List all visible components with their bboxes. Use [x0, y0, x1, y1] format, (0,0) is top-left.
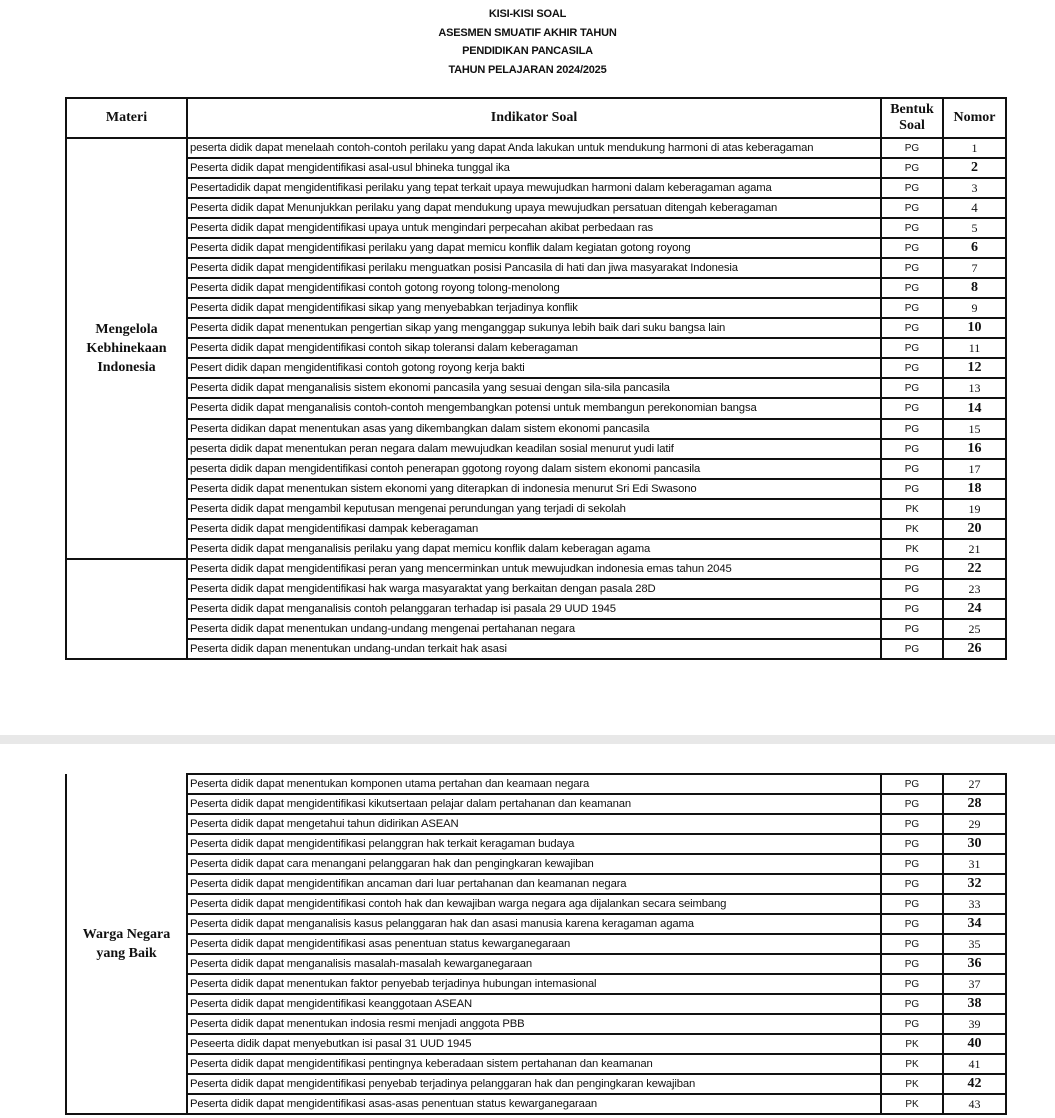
- table-row: [66, 954, 1006, 974]
- indikator-cell: Peserta didik dapat mengetahui tahun didirikan ASEAN: [187, 814, 881, 834]
- table-row: [66, 934, 1006, 954]
- table-row: [66, 138, 1006, 158]
- table-row: [66, 894, 1006, 914]
- indikator-cell: Peserta didik dapat mengidentifikasi asal-usul bhineka tunggal ika: [187, 158, 881, 178]
- table-row: [66, 854, 1006, 874]
- indikator-cell: Peserta didik dapat menganalisis sistem ekonomi pancasila yang sesuai dengan sila-sila pancasila: [187, 378, 881, 398]
- indikator-cell: Peserta didik dapat mengidentifikasi penyebab terjadinya pelanggaran hak dan pengingkaran kewajiban: [187, 1074, 881, 1094]
- indikator-cell: Peserta didik dapat menganalisis perilaku yang dapat memicu konflik dalam keberagan agama: [187, 539, 881, 559]
- bentuk-cell: PK: [881, 519, 943, 539]
- bentuk-cell: PG: [881, 479, 943, 499]
- nomor-cell: 12: [943, 358, 1006, 378]
- table-row: [66, 378, 1006, 398]
- nomor-cell: 31: [943, 854, 1006, 874]
- bentuk-cell: PG: [881, 258, 943, 278]
- nomor-cell: 16: [943, 439, 1006, 459]
- table-row: [66, 318, 1006, 338]
- nomor-cell: 20: [943, 519, 1006, 539]
- nomor-cell: 37: [943, 974, 1006, 994]
- nomor-cell: 25: [943, 619, 1006, 639]
- nomor-cell: 6: [943, 238, 1006, 258]
- table-row: [66, 278, 1006, 298]
- nomor-cell: 30: [943, 834, 1006, 854]
- nomor-cell: 3: [943, 178, 1006, 198]
- bentuk-cell: PG: [881, 138, 943, 158]
- table-row: [66, 238, 1006, 258]
- table-row: [66, 338, 1006, 358]
- nomor-cell: 10: [943, 318, 1006, 338]
- nomor-cell: 40: [943, 1034, 1006, 1054]
- indikator-cell: Peserta didikan dapat menentukan asas yang dikembangkan dalam sistem ekonomi pancasila: [187, 419, 881, 439]
- nomor-cell: 36: [943, 954, 1006, 974]
- nomor-cell: 35: [943, 934, 1006, 954]
- title-line-3: PENDIDIKAN PANCASILA: [462, 45, 593, 57]
- indikator-cell: Peserta didik dapat mengidentifikasi keanggotaan ASEAN: [187, 994, 881, 1014]
- table-row: [66, 1054, 1006, 1074]
- indikator-cell: Peserta didik dapat mengidentifikan ancaman dari luar pertahanan dan keamanan negara: [187, 874, 881, 894]
- indikator-cell: Peserta didik dapat menentukan sistem ekonomi yang diterapkan di indonesia menurut Sri Edi Swasono: [187, 479, 881, 499]
- table-row: [66, 298, 1006, 318]
- nomor-cell: 38: [943, 994, 1006, 1014]
- bentuk-cell: PG: [881, 774, 943, 794]
- table-row: [66, 358, 1006, 378]
- table-row: [66, 774, 1006, 794]
- table-row: [66, 559, 1006, 579]
- table-row: [66, 1094, 1006, 1114]
- table-row: [66, 1014, 1006, 1034]
- bentuk-cell: PG: [881, 854, 943, 874]
- nomor-cell: 29: [943, 814, 1006, 834]
- indikator-cell: Peserta didik dapat menentukan komponen utama pertahan dan keamaan negara: [187, 774, 881, 794]
- table-row: [66, 794, 1006, 814]
- nomor-cell: 24: [943, 599, 1006, 619]
- table-row: [66, 639, 1006, 659]
- nomor-cell: 21: [943, 539, 1006, 559]
- bentuk-cell: PG: [881, 994, 943, 1014]
- bentuk-cell: PK: [881, 499, 943, 519]
- indikator-cell: Peserta didik dapat menganalisis contoh-contoh mengembangkan potensi untuk membangun perekonomian bangsa: [187, 398, 881, 419]
- indikator-cell: Peserta didik dapat Menunjukkan perilaku yang dapat mendukung upaya mewujudkan persatuan ditengah keberagaman: [187, 198, 881, 218]
- bentuk-cell: PG: [881, 398, 943, 419]
- nomor-cell: 8: [943, 278, 1006, 298]
- nomor-cell: 2: [943, 158, 1006, 178]
- materi-cell-warga-negara: Warga Negara yang Baik: [66, 774, 187, 1114]
- nomor-cell: 42: [943, 1074, 1006, 1094]
- indikator-cell: Peserta didik dapat mengidentifikasi kikutsertaan pelajar dalam pertahanan dan keamanan: [187, 794, 881, 814]
- bentuk-cell: PG: [881, 198, 943, 218]
- bentuk-cell: PG: [881, 358, 943, 378]
- nomor-cell: 4: [943, 198, 1006, 218]
- nomor-cell: 13: [943, 378, 1006, 398]
- nomor-cell: 27: [943, 774, 1006, 794]
- header-indikator: Indikator Soal: [187, 98, 881, 138]
- indikator-cell: Peserta didik dapat menganalisis kasus pelanggaran hak dan asasi manusia karena keragaman agama: [187, 914, 881, 934]
- indikator-cell: Peserta didik dapat mengidentifikasi pelanggran hak terkait keragaman budaya: [187, 834, 881, 854]
- table-row: [66, 398, 1006, 419]
- indikator-cell: Peserta didik dapat mengidentifikasi sikap yang menyebabkan terjadinya konflik: [187, 298, 881, 318]
- indikator-cell: Peserta didik dapat mengidentifikasi hak warga masyaraktat yang berkaitan dengan pasala 28D: [187, 579, 881, 599]
- bentuk-cell: PG: [881, 834, 943, 854]
- table-row: [66, 874, 1006, 894]
- bentuk-cell: PG: [881, 178, 943, 198]
- bentuk-cell: PK: [881, 539, 943, 559]
- indikator-cell: Peserta didik dapat mengidentifikasi peran yang mencerminkan untuk mewujudkan indonesia emas tahun 2045: [187, 559, 881, 579]
- table-row: [66, 914, 1006, 934]
- table-row: [66, 579, 1006, 599]
- bentuk-cell: PG: [881, 439, 943, 459]
- document-title: [0, 5, 1055, 79]
- bentuk-cell: PG: [881, 158, 943, 178]
- bentuk-cell: PG: [881, 238, 943, 258]
- bentuk-cell: PG: [881, 218, 943, 238]
- header-materi: Materi: [66, 98, 187, 138]
- bentuk-cell: PK: [881, 1074, 943, 1094]
- nomor-cell: 23: [943, 579, 1006, 599]
- bentuk-cell: PG: [881, 934, 943, 954]
- indikator-cell: Peseerta didik dapat menyebutkan isi pasal 31 UUD 1945: [187, 1034, 881, 1054]
- indikator-cell: Peserta didik dapat mengidentifikasi pentingnya keberadaan sistem pertahanan dan keamanan: [187, 1054, 881, 1074]
- bentuk-cell: PK: [881, 1054, 943, 1074]
- nomor-cell: 26: [943, 639, 1006, 659]
- indikator-cell: Peserta didik dapat mengidentifikasi asas-asas penentuan status kewarganegaraan: [187, 1094, 881, 1114]
- bentuk-cell: PK: [881, 1034, 943, 1054]
- nomor-cell: 17: [943, 459, 1006, 479]
- nomor-cell: 1: [943, 138, 1006, 158]
- kisi-table-page-2: [65, 773, 1007, 1115]
- indikator-cell: Peserta didik dapat mengidentifikasi contoh hak dan kewajiban warga negara aga dijalankan secara seimbang: [187, 894, 881, 914]
- table-row: [66, 1074, 1006, 1094]
- bentuk-cell: PG: [881, 378, 943, 398]
- table-row: [66, 419, 1006, 439]
- nomor-cell: 43: [943, 1094, 1006, 1114]
- nomor-cell: 18: [943, 479, 1006, 499]
- bentuk-cell: PG: [881, 639, 943, 659]
- nomor-cell: 39: [943, 1014, 1006, 1034]
- bentuk-cell: PG: [881, 459, 943, 479]
- materi-cell-kebhinekaan: Mengelola Kebhinekaan Indonesia: [66, 138, 187, 559]
- indikator-cell: Peserta didik dapat mengidentifikasi perilaku menguatkan posisi Pancasila di hati dan jiwa masyarakat Indonesia: [187, 258, 881, 278]
- table-row: [66, 619, 1006, 639]
- bentuk-cell: PG: [881, 974, 943, 994]
- indikator-cell: Peserta didik dapan menentukan undang-undan terkait hak asasi: [187, 639, 881, 659]
- indikator-cell: peserta didik dapat menelaah contoh-contoh perilaku yang dapat Anda lakukan untuk mendukung harmoni di atas keberagaman: [187, 138, 881, 158]
- indikator-cell: Peserta didik dapat cara menangani pelanggaran hak dan pengingkaran kewajiban: [187, 854, 881, 874]
- page-break-separator: [0, 735, 1055, 744]
- bentuk-cell: PG: [881, 559, 943, 579]
- indikator-cell: Peserta didik dapat menentukan faktor penyebab terjadinya hubungan intemasional: [187, 974, 881, 994]
- title-line-1: KISI-KISI SOAL: [488, 8, 567, 20]
- title-line-4: TAHUN PELAJARAN 2024/2025: [448, 63, 607, 76]
- nomor-cell: 34: [943, 914, 1006, 934]
- indikator-cell: Peserta didik dapat menentukan undang-undang mengenai pertahanan negara: [187, 619, 881, 639]
- indikator-cell: Peserta didik dapat mengidentifikasi dampak keberagaman: [187, 519, 881, 539]
- indikator-cell: Peserta didik dapat mengidentifikasi contoh gotong royong tolong-menolong: [187, 278, 881, 298]
- table-row: [66, 158, 1006, 178]
- table-row: [66, 539, 1006, 559]
- table-row: [66, 258, 1006, 278]
- indikator-cell: Peserta didik dapat menentukan pengertian sikap yang menganggap sukunya lebih baik dari suku bangsa lain: [187, 318, 881, 338]
- bentuk-cell: PG: [881, 419, 943, 439]
- table-row: [66, 814, 1006, 834]
- table-row: [66, 218, 1006, 238]
- nomor-cell: 15: [943, 419, 1006, 439]
- bentuk-cell: PG: [881, 278, 943, 298]
- nomor-cell: 41: [943, 1054, 1006, 1074]
- table-row: [66, 479, 1006, 499]
- indikator-cell: Peserta didik dapat mengidentifikasi contoh sikap toleransi dalam keberagaman: [187, 338, 881, 358]
- nomor-cell: 19: [943, 499, 1006, 519]
- indikator-cell: Peserta didik dapat mengidentifikasi perilaku yang dapat memicu konflik dalam kegiatan gotong royong: [187, 238, 881, 258]
- bentuk-cell: PG: [881, 894, 943, 914]
- table-row: [66, 974, 1006, 994]
- bentuk-cell: PG: [881, 338, 943, 358]
- indikator-cell: Peserta didik dapat menentukan indosia resmi menjadi anggota PBB: [187, 1014, 881, 1034]
- header-nomor: Nomor: [943, 98, 1006, 138]
- table-header-row: [66, 98, 1006, 138]
- table-row: [66, 178, 1006, 198]
- table-row: [66, 1034, 1006, 1054]
- indikator-cell: Peserta didik dapat mengambil keputusan mengenai perundungan yang terjadi di sekolah: [187, 499, 881, 519]
- nomor-cell: 14: [943, 398, 1006, 419]
- indikator-cell: Pesert didik dapan mengidentifikasi contoh gotong royong kerja bakti: [187, 358, 881, 378]
- nomor-cell: 32: [943, 874, 1006, 894]
- header-bentuk: Bentuk Soal: [881, 98, 943, 138]
- bentuk-cell: PG: [881, 814, 943, 834]
- bentuk-cell: PG: [881, 318, 943, 338]
- table-row: [66, 994, 1006, 1014]
- indikator-cell: Peserta didik dapat menganalisis masalah-masalah kewarganegaraan: [187, 954, 881, 974]
- indikator-cell: Peserta didik dapat mengidentifikasi upaya untuk mengindari perpecahan akibat perbedaan ras: [187, 218, 881, 238]
- bentuk-cell: PG: [881, 619, 943, 639]
- bentuk-cell: PG: [881, 794, 943, 814]
- bentuk-cell: PG: [881, 298, 943, 318]
- bentuk-cell: PG: [881, 954, 943, 974]
- table-row: [66, 439, 1006, 459]
- table-row: [66, 198, 1006, 218]
- table-row: [66, 599, 1006, 619]
- nomor-cell: 33: [943, 894, 1006, 914]
- kisi-table-page-1: [65, 97, 1007, 660]
- indikator-cell: Pesertadidik dapat mengidentifikasi perilaku yang tepat terkait upaya mewujudkan harmoni dalam keberagaman agama: [187, 178, 881, 198]
- title-line-2: ASESMEN SMUATIF AKHIR TAHUN: [438, 26, 617, 39]
- table-row: [66, 459, 1006, 479]
- nomor-cell: 22: [943, 559, 1006, 579]
- bentuk-cell: PG: [881, 599, 943, 619]
- nomor-cell: 5: [943, 218, 1006, 238]
- nomor-cell: 7: [943, 258, 1006, 278]
- bentuk-cell: PG: [881, 874, 943, 894]
- bentuk-cell: PG: [881, 1014, 943, 1034]
- table-row: [66, 519, 1006, 539]
- indikator-cell: Peserta didik dapat mengidentifikasi asas penentuan status kewarganegaraan: [187, 934, 881, 954]
- indikator-cell: peserta didik dapat menentukan peran negara dalam mewujudkan keadilan sosial menurut yudi latif: [187, 439, 881, 459]
- nomor-cell: 11: [943, 338, 1006, 358]
- bentuk-cell: PG: [881, 579, 943, 599]
- indikator-cell: peserta didik dapan mengidentifikasi contoh penerapan ggotong royong dalam sistem ekonomi pancasila: [187, 459, 881, 479]
- bentuk-cell: PG: [881, 914, 943, 934]
- table-row: [66, 834, 1006, 854]
- table-row: [66, 499, 1006, 519]
- materi-cell-continued: [66, 559, 187, 659]
- nomor-cell: 28: [943, 794, 1006, 814]
- nomor-cell: 9: [943, 298, 1006, 318]
- bentuk-cell: PK: [881, 1094, 943, 1114]
- indikator-cell: Peserta didik dapat menganalisis contoh pelanggaran terhadap isi pasala 29 UUD 1945: [187, 599, 881, 619]
